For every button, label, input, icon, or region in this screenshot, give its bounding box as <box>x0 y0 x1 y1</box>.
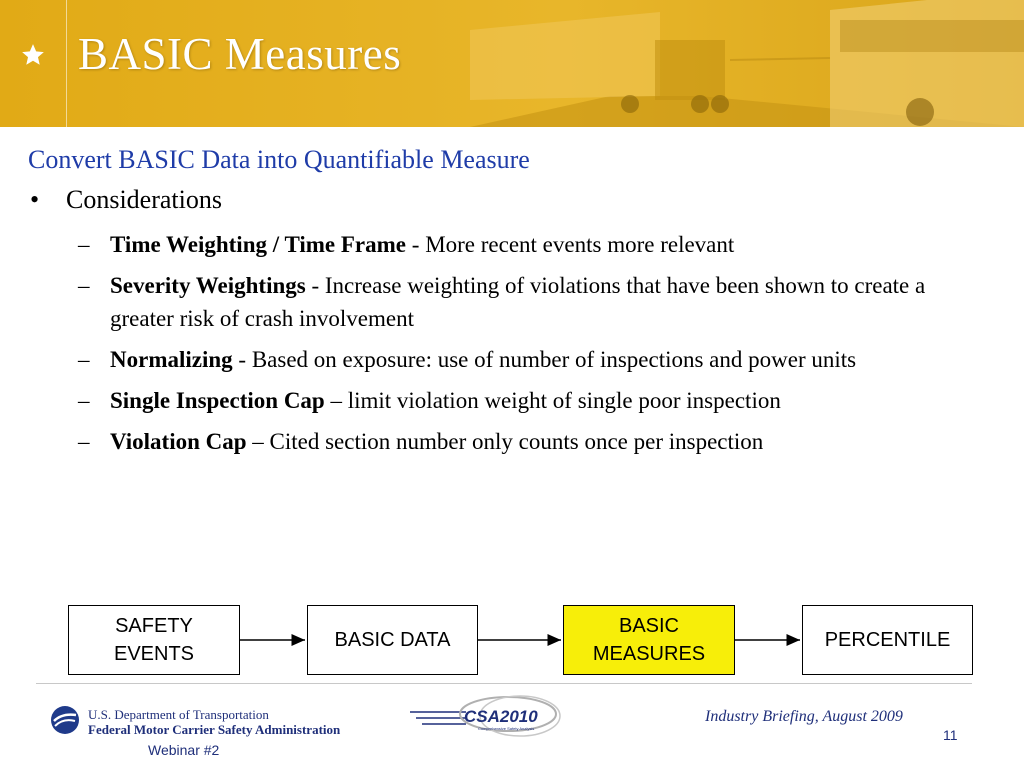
slide-subtitle: Convert BASIC Data into Quantifiable Measure <box>28 145 530 174</box>
csa2010-logo <box>408 692 568 744</box>
bullet-considerations <box>28 180 988 220</box>
flow-box-percentile: PERCENTILE <box>802 605 973 675</box>
item-desc: Based on exposure: use of number of inspections and power units <box>251 347 857 372</box>
svg-text:CSA2010: CSA2010 <box>464 707 538 726</box>
item-desc: limit violation weight of single poor inspection <box>347 388 781 413</box>
list-item: – Normalizing - Based on exposure: use of number of inspections and power units <box>78 347 857 372</box>
slide-title: BASIC Measures <box>78 29 402 79</box>
bullet-dot: • <box>30 185 40 214</box>
item-desc: More recent events more relevant <box>425 232 735 257</box>
agency-name: U.S. Department of Transportation Federal Motor Carrier Safety Administration <box>88 707 341 737</box>
item-desc: Increase weighting of violations that have been shown to create a greater risk of crash involvement <box>110 273 926 331</box>
item-desc: Cited section number only counts once per inspection <box>269 429 764 454</box>
list-item: – Severity Weightings - Increase weighting of violations that have been shown to create a greater risk of crash involvement <box>78 273 926 331</box>
flow-box-basic-measures: BASIC MEASURES <box>563 605 735 675</box>
item-term: Severity Weightings <box>110 273 306 298</box>
list-item: – Time Weighting / Time Frame - More recent events more relevant <box>78 232 735 257</box>
flow-box-basic-data: BASIC DATA <box>307 605 478 675</box>
flow-box-safety-events: SAFETY EVENTS <box>68 605 240 675</box>
list-item: – Violation Cap – Cited section number only counts once per inspection <box>78 429 764 454</box>
list-item: – Single Inspection Cap – limit violation weight of single poor inspection <box>78 388 781 413</box>
process-flow-diagram <box>0 600 1024 680</box>
star-icon <box>20 42 46 68</box>
event-label: Industry Briefing, August 2009 <box>705 708 903 725</box>
item-term: Time Weighting / Time Frame <box>110 232 407 257</box>
considerations-list <box>28 228 988 458</box>
page-number: 11 <box>943 727 958 743</box>
webinar-label: Webinar #2 <box>148 742 220 758</box>
star-box <box>0 0 67 127</box>
usdot-logo-icon <box>50 705 80 735</box>
item-term: Normalizing <box>110 347 233 372</box>
item-term: Violation Cap <box>110 429 247 454</box>
slide-content <box>28 140 988 458</box>
header-banner <box>0 0 1024 127</box>
slide-footer <box>0 690 1024 768</box>
svg-text:Comprehensive Safety Analysis: Comprehensive Safety Analysis <box>478 726 535 731</box>
footer-divider <box>36 683 972 684</box>
item-term: Single Inspection Cap <box>110 388 325 413</box>
bullet-label: Considerations <box>66 185 222 214</box>
